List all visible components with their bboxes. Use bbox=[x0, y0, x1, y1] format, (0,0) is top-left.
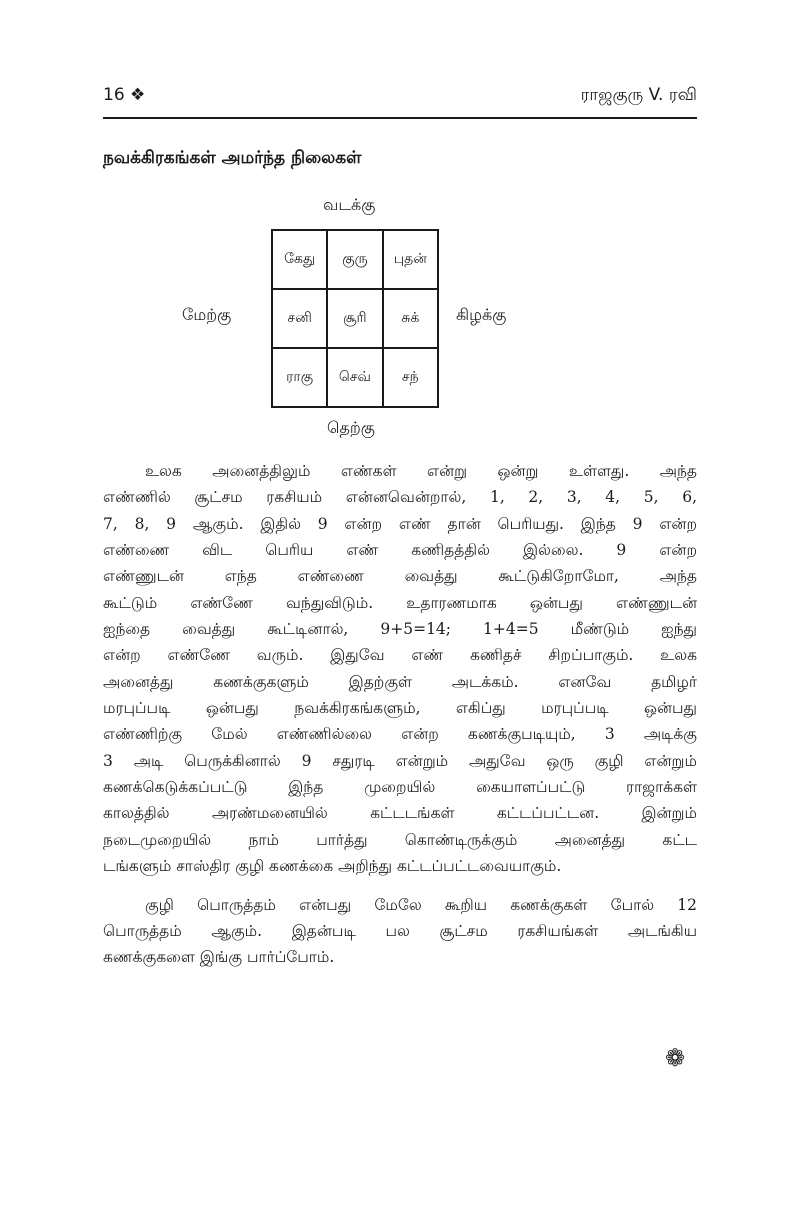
text-line: கணக்குகளை இங்கு பார்ப்போம். bbox=[103, 948, 335, 967]
text-line: என்ற எண்ணே வரும். இதுவே எண் கணிதச் சிறப்பாகும். உலக bbox=[103, 646, 697, 665]
text-line: 7, 8, 9 ஆகும். இதில் 9 என்ற எண் தான் பெரியது. இந்த 9 என்ற bbox=[103, 514, 697, 533]
grid-row bbox=[272, 230, 438, 289]
body-text bbox=[103, 458, 697, 983]
grid-cell-budhan: புதன் bbox=[383, 230, 438, 289]
page-header bbox=[103, 84, 697, 116]
direction-west-label: மேற்கு bbox=[182, 305, 232, 324]
grid-cell-suri: சூரி bbox=[327, 289, 382, 348]
grid-cell-guru: குரு bbox=[327, 230, 382, 289]
text-line: மரபுப்படி ஒன்பது நவக்கிரகங்களும், எகிப்து மரபுப்படி ஒன்பது bbox=[103, 699, 697, 718]
text-line: உலக அனைத்திலும் எண்கள் என்று ஒன்று உள்ளது. அந்த bbox=[145, 462, 697, 480]
direction-north-label: வடக்கு bbox=[323, 195, 376, 214]
running-head: ராஜகுரு V. ரவி bbox=[580, 85, 697, 105]
text-line: நடைமுறையில் நாம் பார்த்து கொண்டிருக்கும் அனைத்து கட்ட bbox=[103, 830, 697, 849]
paragraph-1 bbox=[103, 458, 697, 880]
text-line: குழி பொருத்தம் என்பது மேலே கூறிய கணக்குகள் போல் 12 bbox=[145, 895, 697, 914]
text-line: 3 அடி பெருக்கினால் 9 சதுரடி என்றும் அதுவே ஒரு குழி என்றும் bbox=[103, 751, 697, 770]
text-line: கணக்கெடுக்கப்பட்டு இந்த முறையில் கையாளப்பட்டு ராஜாக்கள் bbox=[103, 778, 697, 797]
navagraha-grid bbox=[271, 229, 439, 408]
text-line: எண்ணில் சூட்சம ரகசியம் என்னவென்றால், 1, 2, 3, 4, 5, 6, bbox=[103, 488, 697, 507]
grid-cell-sevv: செவ் bbox=[327, 348, 382, 407]
flower-ornament-icon: ❁ bbox=[665, 1044, 686, 1072]
text-line: கூட்டும் எண்ணே வந்துவிடும். உதாரணமாக ஒன்பது எண்ணுடன் bbox=[103, 593, 697, 612]
grid-cell-santh: சந் bbox=[383, 348, 438, 407]
text-line: எண்ணுடன் எந்த எண்ணை வைத்து கூட்டுகிறோமோ, அந்த bbox=[103, 567, 697, 586]
header-rule bbox=[103, 117, 697, 119]
paragraph-2 bbox=[103, 892, 697, 971]
grid-cell-ragu: ராகு bbox=[272, 348, 327, 407]
grid-row bbox=[272, 289, 438, 348]
direction-east-label: கிழக்கு bbox=[456, 305, 507, 324]
grid-cell-ketu: கேது bbox=[272, 230, 327, 289]
text-line: எண்ணை விட பெரிய எண் கணிதத்தில் இல்லை. 9 என்ற bbox=[103, 541, 697, 560]
text-line: டங்களும் சாஸ்திர குழி கணக்கை அறிந்து கட்டப்பட்டவையாகும். bbox=[103, 857, 562, 876]
grid-row bbox=[272, 348, 438, 407]
text-line: அனைத்து கணக்குகளும் இதற்குள் அடக்கம். எனவே தமிழர் bbox=[103, 672, 697, 691]
page-number: 16 ❖ bbox=[103, 85, 146, 105]
grid-cell-sukr: சுக் bbox=[383, 289, 438, 348]
grid-cell-sani: சனி bbox=[272, 289, 327, 348]
text-line: பொருத்தம் ஆகும். இதன்படி பல சூட்சம ரகசியங்கள் அடங்கிய bbox=[103, 921, 697, 940]
text-line: ஐந்தை வைத்து கூட்டினால், 9+5=14; 1+4=5 மீண்டும் ஐந்து bbox=[103, 620, 697, 639]
text-line: எண்ணிற்கு மேல் எண்ணில்லை என்ற கணக்குபடியும், 3 அடிக்கு bbox=[103, 725, 697, 744]
direction-south-label: தெற்கு bbox=[327, 418, 375, 437]
text-line: காலத்தில் அரண்மனையில் கட்டடங்கள் கட்டப்பட்டன. இன்றும் bbox=[103, 804, 697, 823]
section-heading: நவக்கிரகங்கள் அமர்ந்த நிலைகள் bbox=[103, 148, 362, 168]
